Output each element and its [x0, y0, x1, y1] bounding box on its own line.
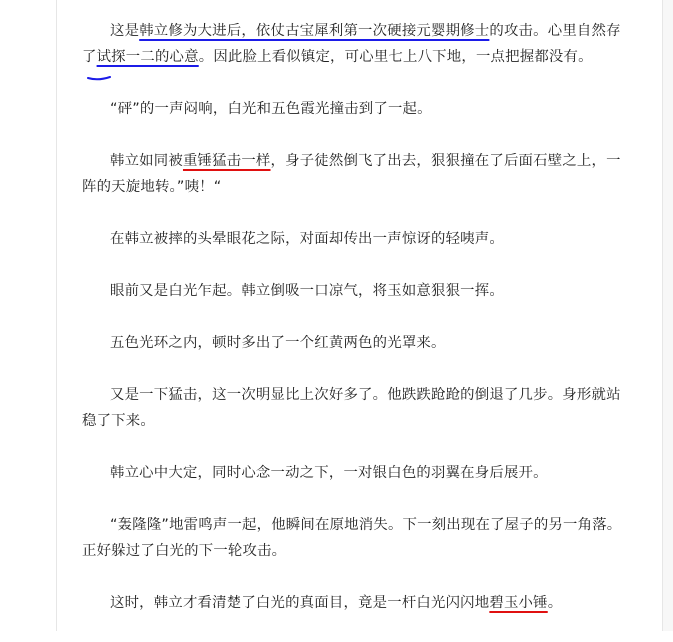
text-segment: 这是 [110, 23, 140, 39]
red-underlined-text: 碧玉小锤 [489, 595, 548, 611]
paragraph [82, 96, 634, 122]
paragraph [82, 18, 634, 70]
text-segment: “轰隆隆”地雷鸣声一起，他瞬间在原地消失。下一刻出现在了屋子的另一角落。正好躲过了白光的下一轮攻击。 [82, 517, 622, 559]
text-segment: 在韩立被摔的头晕眼花之际，对面却传出一声惊讶的轻咦声。 [110, 231, 504, 247]
text-segment: 。 [547, 595, 563, 611]
paragraph [82, 460, 634, 486]
article-body [82, 18, 634, 642]
text-segment: ，身子徒然倒飞了出去，狠狠撞在了后面石壁之上，一阵的天旋地转。”咦！“ [82, 153, 621, 195]
paragraph [82, 226, 634, 252]
paragraph [82, 382, 634, 434]
red-underlined-text: 重锤猛击一样 [182, 153, 271, 169]
blue-underlined-text: 韩立修为大进后，依仗古宝犀利第一次硬接元婴期修士 [139, 23, 490, 39]
paragraph [82, 148, 634, 200]
paragraph [82, 512, 634, 564]
text-segment: 五色光环之内，顿时多出了一个红黄两色的光罩来。 [110, 335, 446, 351]
text-segment: 。因此脸上看似镇定，可心里七上八下地，一点把握都没有。 [198, 49, 593, 65]
paragraph [82, 278, 634, 304]
paragraph [82, 590, 634, 616]
text-segment: 这时，韩立才看清楚了白光的真面目，竟是一杆白光闪闪地 [110, 595, 490, 611]
scrollbar-track[interactable] [663, 0, 673, 631]
text-segment: “砰”的一声闷响，白光和五色霞光撞击到了一起。 [110, 101, 432, 117]
text-segment: 眼前又是白光乍起。韩立倒吸一口凉气，将玉如意狠狠一挥。 [110, 283, 504, 299]
paragraph [82, 330, 634, 356]
text-segment: 又是一下猛击，这一次明显比上次好多了。他跌跌跄跄的倒退了几步。身形就站稳了下来。 [82, 387, 621, 429]
text-segment: 的攻击。心里自然存了 [82, 23, 621, 65]
left-margin-rule [56, 0, 57, 631]
blue-underlined-text: 试探一二的心意 [96, 49, 199, 65]
text-segment: 韩立如同被 [110, 153, 183, 169]
text-segment: 韩立心中大定，同时心念一动之下，一对银白色的羽翼在身后展开。 [110, 465, 548, 481]
